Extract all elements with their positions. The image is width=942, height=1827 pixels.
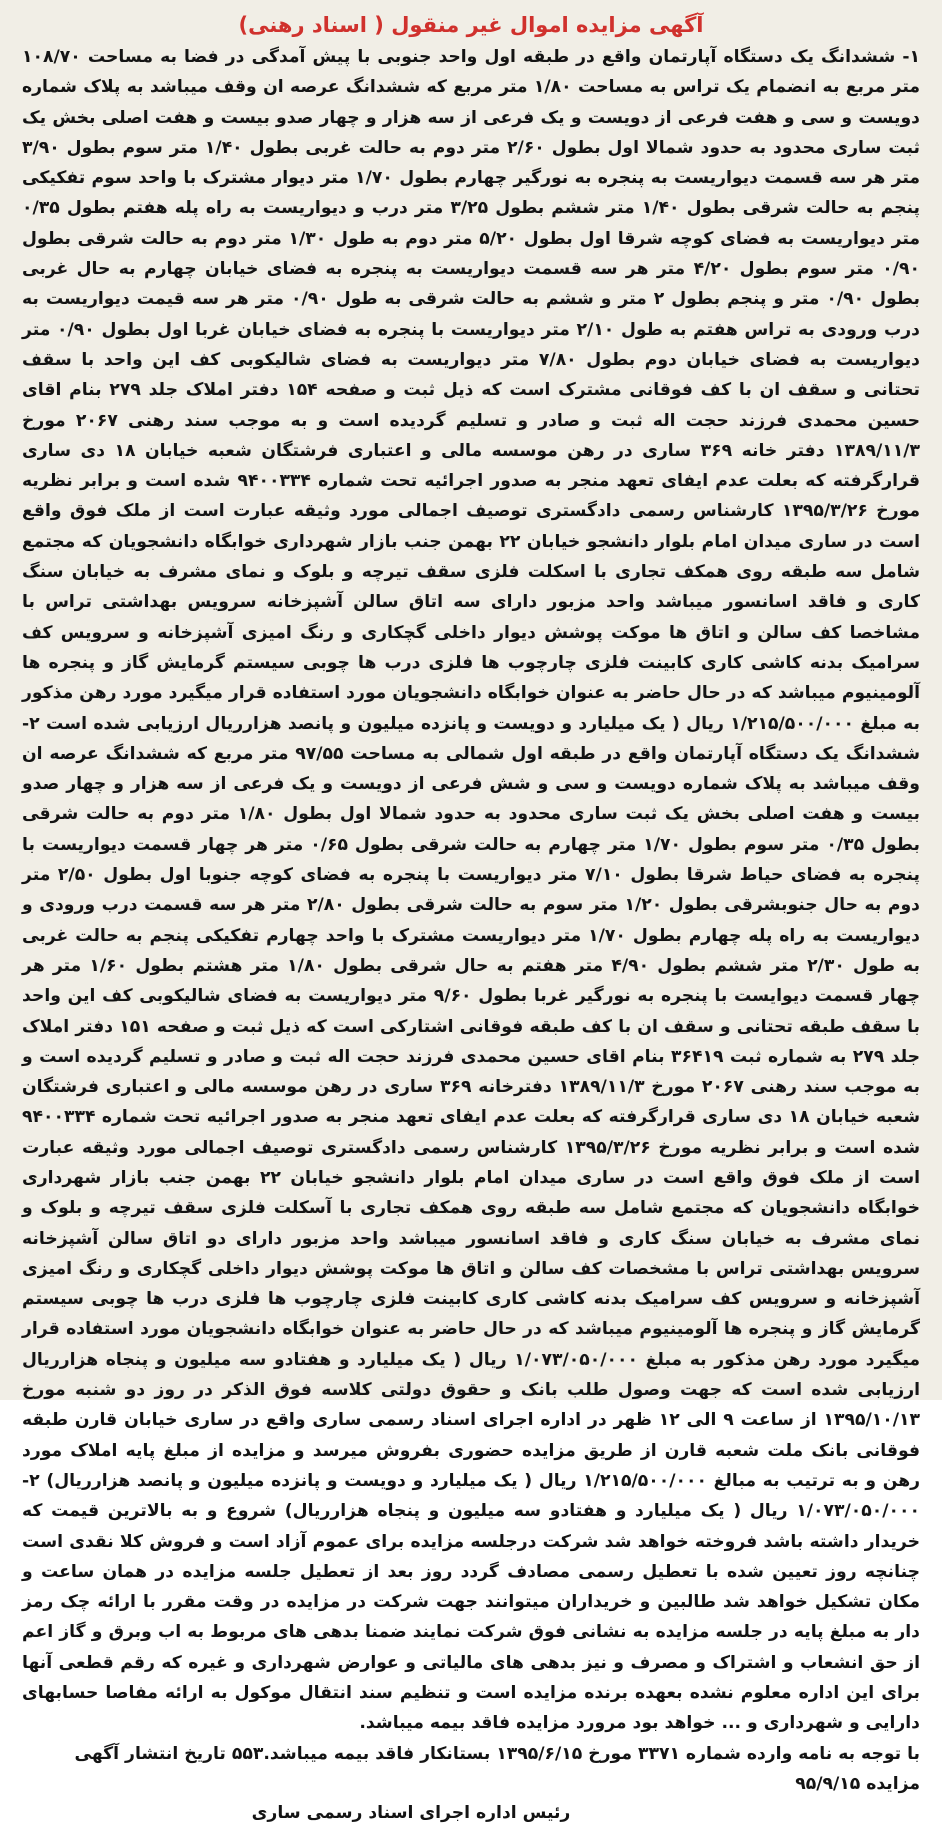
signature: رئیس اداره اجرای اسناد رسمی ساری [251,1803,571,1824]
notice-title: آگهی مزایده اموال غیر منقول ( اسناد رهنی) [238,13,704,37]
notice-body: ۱- ششدانگ یک دستگاه آپارتمان واقع در طبقه اول واحد جنوبی با پیش آمدگی در فضا به مساحت ۱۰۸/۷۰ متر مربع به انضمام یک تراس به مساحت ۱/۸۰ متر مربع که ششدانگ عرصه ان وقف میباشد به پلاک شماره دویست و سی و هفت فرعی از دویست و یک فرعی از سه هزار و چهار صدو بیست و هفت اصلی بخش یک ثبت ساری محدود به حدود شمالا اول بطول ۲/۶۰ متر دوم به حالت غربی بطول ۱/۴۰ متر سوم بطول ۳/۹۰ متر هر سه قسمت دیواریست به پنجره به نورگیر چهارم بطول ۱/۷۰ متر دیوار مشترک با واحد سوم تفکیکی پنجم به حالت شرقی بطول ۱/۴۰ متر ششم بطول ۳/۲۵ متر درب و دیواریست به راه پله هفتم بطول ۰/۳۵ متر دیواریست به فضای کوچه شرقا اول بطول ۵/۲۰ متر دوم به طول ۱/۳۰ متر دوم به حالت شرقی بطول ۰/۹۰ متر سوم بطول ۴/۲۰ متر هر سه قسمت دیواریست به پنجره به فضای خیابان چهارم به حال غربی بطول ۰/۹۰ متر و پنجم بطول ۲ متر و ششم به حالت شرقی به طول ۰/۹۰ متر هر سه قیمت دیواریست به درب ورودی به تراس هفتم به طول ۲/۱۰ متر دیواریست با پنجره به فضای خیابان غربا اول بطول ۰/۹۰ متر دیواریست به فضای خیابان دوم بطول ۷/۸۰ متر دیواریست به فضای شالیکوبی کف این واحد با سقف تحتانی و سقف ان با کف فوقانی مشترک است که ذیل ثبت و صفحه ۱۵۴ دفتر املاک جلد ۲۷۹ بنام اقای حسین محمدی فرزند حجت اله ثبت و صادر و تسلیم گردیده است و به موجب سند رهنی ۲۰۶۷ مورخ ۱۳۸۹/۱۱/۳ دفتر خانه ۳۶۹ ساری در رهن موسسه مالی و اعتباری فرشتگان شعبه خیابان ۱۸ دی ساری قرارگرفته که بعلت عدم ایفای تعهد منجر به صدور اجرائیه تحت شماره ۹۴۰۰۳۳۴ شده است و برابر نظریه مورخ ۱۳۹۵/۳/۲۶ کارشناس رسمی دادگستری توصیف اجمالی مورد وثیقه عبارت است از ملک فوق واقع است در ساری میدان امام بلوار دانشجو خیابان ۲۲ بهمن جنب بازار شهرداری خوابگاه دانشجویان که مجتمع شامل سه طبقه روی همکف تجاری با اسکلت فلزی سقف تیرچه و بلوک و نمای مشرف به خیابان سنگ کاری و فاقد اسانسور میباشد واحد مزبور دارای سه اتاق سالن آشپزخانه سرویس بهداشتی تراس با مشاخصا کف سالن و اتاق ها موکت پوشش دیوار داخلی گچکاری و رنگ امیزی آشپزخانه و سرویس کف سرامیک بدنه کاشی کاری کابینت فلزی چارچوب ها فلزی درب ها چوبی سیستم گرمایش گاز و پنجره ها آلومینیوم میباشد که در حال حاضر به عنوان خوابگاه دانشجویان مورد استفاده قرار میگیرد مورد رهن مذکور به مبلغ ۱/۲۱۵/۵۰۰/۰۰۰ ریال ( یک میلیارد و دویست و پانزده میلیون و پانصد هزارریال ارزیابی شده است ۲- ششدانگ یک دستگاه آپارتمان واقع در طبقه اول شمالی به مساحت ۹۷/۵۵ متر مربع که ششدانگ عرصه ان وقف میباشد به پلاک شماره دویست و سی و شش فرعی از دویست و یک فرعی از سه هزار و چهار صدو بیست و هفت اصلی بخش یک ثبت ساری محدود به حدود شمالا اول بطول ۱/۸۰ متر دوم به حالت شرقی بطول ۰/۳۵ متر سوم بطول ۱/۷۰ متر چهارم به حالت شرقی بطول ۰/۶۵ متر هر چهار قسمت دیواریست با پنجره به فضای حیاط شرقا بطول ۷/۱۰ متر دیواریست با پنجره به فضای کوچه جنوبا اول بطول ۲/۵۰ متر دوم به حال جنوبشرقی بطول ۱/۲۰ متر سوم به حالت شرقی بطول ۲/۸۰ متر هر سه قسمت درب ورودی و دیواریست به راه پله چهارم بطول ۱/۷۰ متر دیواریست مشترک با واحد چهارم تفکیکی پنجم به حالت غربی به طول ۲/۳۰ متر ششم بطول ۴/۹۰ متر هفتم به حال شرقی بطول ۱/۸۰ متر هشتم بطول ۱/۶۰ متر هر چهار قسمت دیوایست با پنجره به نورگیر غربا بطول ۹/۶۰ متر دیواریست به فضای شالیکوبی کف این واحد با سقف طبقه تحتانی و سقف ان با کف طبقه فوقانی اشتارکی است که ذیل ثبت و صفحه ۱۵۱ دفتر املاک جلد ۲۷۹ به شماره ثبت ۳۶۴۱۹ بنام اقای حسین محمدی فرزند حجت اله ثبت و صادر و تسلیم گردیده است و به موجب سند رهنی ۲۰۶۷ مورخ ۱۳۸۹/۱۱/۳ دفترخانه ۳۶۹ ساری در رهن موسسه مالی و اعتباری فرشتگان شعبه خیابان ۱۸ دی ساری قرارگرفته که بعلت عدم ایفای تعهد منجر به صدور اجرائیه تحت شماره ۹۴۰۰۳۳۴ شده است و برابر نظریه مورخ ۱۳۹۵/۳/۲۶ کارشناس رسمی دادگستری توصیف اجمالی مورد وثیقه عبارت است از ملک فوق واقع است در ساری میدان امام بلوار دانشجو خیابان ۲۲ بهمن جنب بازار شهرداری خوابگاه دانشجویان که مجتمع شامل سه طبقه روی همکف تجاری با آسکلت فلزی سقف تیرچه و بلوک و نمای مشرف به خیابان سنگ کاری و فاقد اسانسور میباشد واحد مزبور دارای دو اتاق سالن آشپزخانه سرویس بهداشتی تراس با مشخصات کف سالن و اتاق ها موکت پوشش دیوار داخلی گچکاری و رنگ امیزی آشپزخانه و سرویس کف سرامیک بدنه کاشی کاری کابینت فلزی چارچوب ها فلزی درب ها چوبی سیستم گرمایش گاز و پنجره ها آلومینیوم میباشد که در حال حاضر به عنوان خوابگاه دانشجویان مورد استفاده قرار میگیرد مورد رهن مذکور به مبلغ ۱/۰۷۳/۰۵۰/۰۰۰ ریال ( یک میلیارد و هفتادو سه میلیون و پنجاه هزارریال ارزیابی شده است که جهت وصول طلب بانک و حقوق دولتی کلاسه فوق الذکر در روز دو شنبه مورخ ۱۳۹۵/۱۰/۱۳ از ساعت ۹ الی ۱۲ ظهر در اداره اجرای اسناد رسمی ساری واقع در ساری خیابان قارن طبقه فوقانی بانک ملت شعبه قارن از طریق مزایده حضوری بفروش میرسد و مزایده از مبلغ پایه املاک مورد رهن و به ترتیب به مبالغ ۱/۲۱۵/۵۰۰/۰۰۰ ریال ( یک میلیارد و دویست و پانزده میلیون و پانصد هزارریال) ۲- ۱/۰۷۳/۰۵۰/۰۰۰ ریال ( یک میلیارد و هفتادو سه میلیون و پنجاه هزارریال) شروع و به بالاترین قیمت که خریدار داشته باشد فروخته خواهد شد شرکت درجلسه مزایده برای عموم آزاد است و فروش کلا نقدی است چنانچه روز تعیین شده با تعطیل رسمی مصادف گردد روز بعد از تعطیل جلسه مزایده در همان ساعت و مکان تشکیل خواهد شد طالبین و خریداران میتوانند جهت شرکت در مزایده در وقت مقرر با ارائه چک رمز دار به مبلغ پایه در جلسه مزایده به نشانی فوق شرکت نمایند ضمنا بدهی های مربوط به اب وبرق و گاز اعم از حق انشعاب و اشتراک و مصرف و نیز بدهی های مالیاتی و عوارض شهرداری و غیره که رقم قطعی آنها برای این اداره معلوم نشده بعهده برنده مزایده است و تنظیم سند انتقال موکول به ارائه مفاصا حسابهای دارایی و شهرداری و ... خواهد بود مرورد مزایده فاقد بیمه میباشد. [22,47,921,1734]
publication-line: با توجه به نامه وارده شماره ۳۳۷۱ مورخ ۱۳۹۵/۶/۱۵ بستانکار فاقد بیمه میباشد.۵۵۳ تاریخ انتشار آگهی مزایده ۹۵/۹/۱۵ [74,1743,920,1794]
